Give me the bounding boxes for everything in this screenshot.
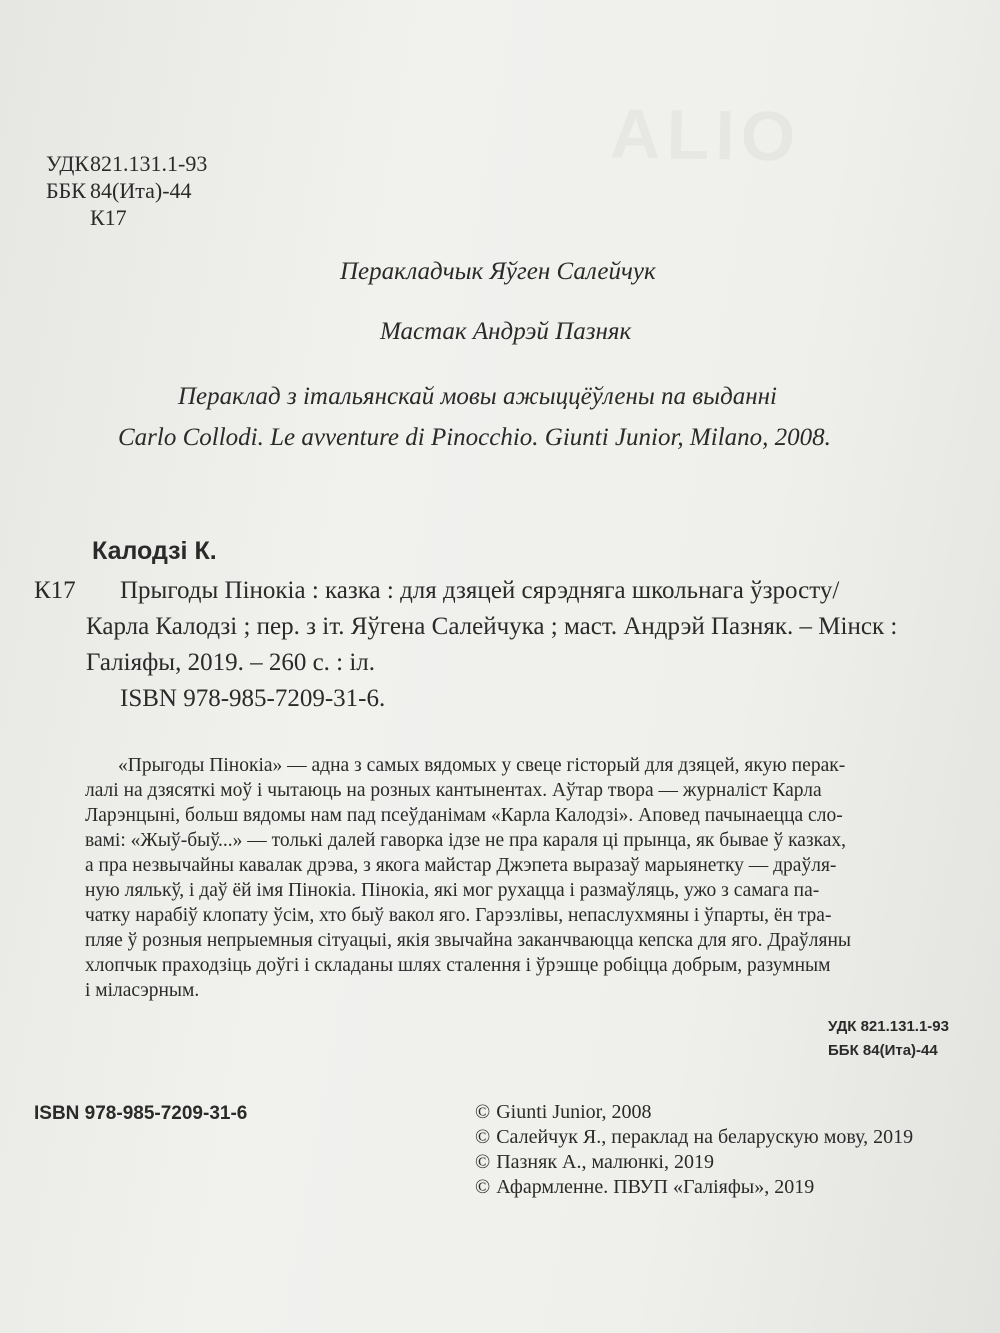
udk-bottom-line: УДК 821.131.1-93	[828, 1018, 949, 1035]
watermark-text	[609, 93, 802, 176]
bbk-value: 84(Ита)-44	[90, 178, 192, 203]
catalog-isbn-line: ISBN 978-985-7209-31-6.	[120, 685, 386, 712]
udk-value: 821.131.1-93	[90, 151, 208, 176]
copyright-text: Афармленне. ПВУП «Галіяфы», 2019	[496, 1176, 815, 1198]
source-edition-line-1: Пераклад з італьянскай мовы ажыццёўлены па выданні	[178, 383, 777, 410]
copyright-block	[475, 1100, 913, 1200]
udk-line	[46, 150, 207, 177]
copyright-line	[475, 1100, 913, 1125]
copyright-line	[475, 1175, 913, 1200]
annotation-line: лалі на дзясяткі моў і чытаюць на розных кантынентах. Аўтар твора — журналіст Карла	[85, 780, 822, 801]
bbk-label: ББК	[46, 178, 86, 203]
author-sign: К17	[90, 205, 127, 230]
catalog-author-heading: Калодзі К.	[92, 537, 217, 565]
copyright-text: Giunti Junior, 2008	[496, 1101, 652, 1123]
copyright-symbol: ©	[475, 1126, 491, 1148]
annotation-line: пляе ў розныя непрыемныя сітуацыі, якія звычайна заканчваюцца кепска для яго. Драўляны	[85, 930, 852, 951]
catalog-line-1: Прыгоды Пінокіа : казка : для дзяцей сярэдняга школьнага ўзросту/	[120, 577, 840, 604]
udk-label: УДК	[46, 151, 90, 176]
classification-block-top	[46, 150, 207, 231]
copyright-symbol: ©	[475, 1176, 491, 1198]
copyright-symbol: ©	[475, 1101, 491, 1123]
copyright-text: Пазняк А., малюнкі, 2019	[496, 1151, 714, 1173]
annotation-line: вамі: «Жыў-быў...» — толькі далей гаворка ідзе не пра караля ці прынца, як бывае ў казках,	[85, 830, 847, 851]
copyright-text: Салейчук Я., пераклад на беларускую мову, 2019	[496, 1126, 914, 1148]
annotation-line: а пра незвычайны кавалак дрэва, з якога майстар Джэпета выразаў марыянетку — драўля-	[85, 855, 837, 876]
annotation-line: чатку нарабіў клопату ўсім, хто быў вакол яго. Гарэзлівы, непаслухмяны і ўпарты, ён тра-	[85, 905, 832, 926]
isbn-number: ISBN 978-985-7209-31-6	[34, 1103, 248, 1124]
artist-credit: Мастак Андрэй Пазняк	[380, 318, 632, 345]
annotation-line: «Прыгоды Пінокіа» — адна з самых вядомых у свеце гісторый для дзяцей, якую перак-	[118, 755, 846, 776]
catalog-line-2: Карла Калодзі ; пер. з іт. Яўгена Салейчука ; маст. Андрэй Пазняк. – Мінск :	[86, 613, 898, 640]
copyright-line	[475, 1125, 913, 1150]
copyright-symbol: ©	[475, 1151, 491, 1173]
copyright-line	[475, 1150, 913, 1175]
bbk-bottom-line: ББК 84(Ита)-44	[828, 1042, 938, 1059]
classification-block-bottom	[828, 1015, 949, 1063]
source-edition-line-2: Carlo Collodi. Le avventure di Pinocchio. Giunti Junior, Milano, 2008.	[118, 424, 831, 451]
bbk-line	[46, 177, 207, 204]
annotation-line: і міласэрным.	[85, 980, 200, 1001]
annotation-line: хлопчык праходзіць доўгі і складаны шлях сталення і ўрэшце робіцца добрым, разумным	[85, 955, 831, 976]
annotation-line: Ларэнцыні, больш вядомы нам пад псеўданімам «Карла Калодзі». Аповед пачынаецца сло-	[85, 805, 843, 826]
translator-credit: Перакладчык Яўген Салейчук	[340, 258, 656, 285]
catalog-line-3: Галіяфы, 2019. – 260 с. : іл.	[86, 649, 376, 676]
annotation-line: ную лялькў, і даў ёй імя Пінокіа. Пінокіа, які мог рухацца і размаўляць, ужо з самага па-	[85, 880, 820, 901]
catalog-code: К17	[34, 577, 76, 604]
